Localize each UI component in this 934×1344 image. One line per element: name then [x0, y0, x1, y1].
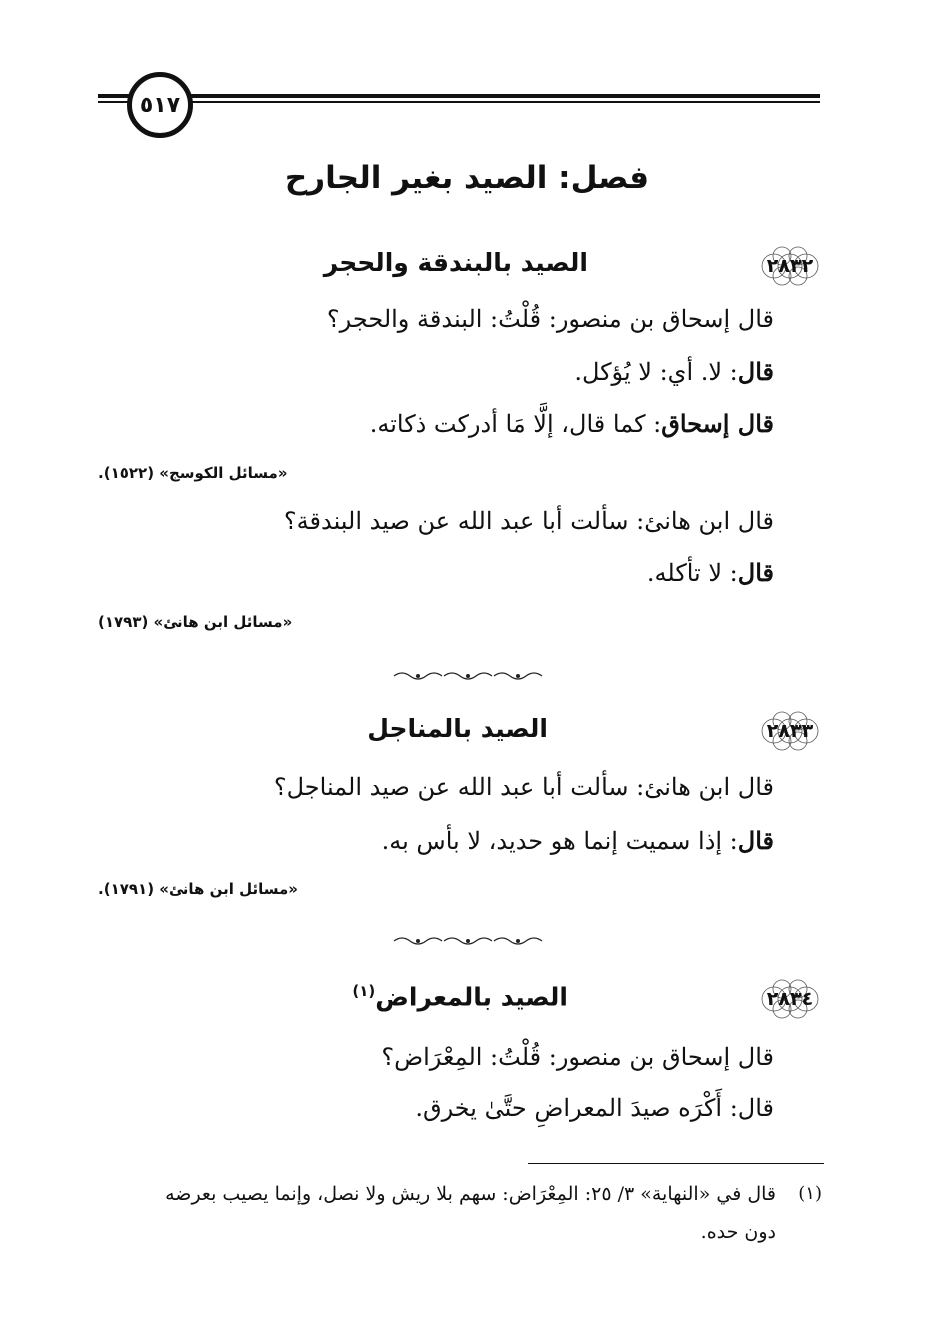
section-divider-ornament [392, 934, 544, 948]
speech: : إذا سميت إنما هو حديد، لا بأس به. [381, 827, 738, 855]
speech: : لا تأكله. [646, 559, 738, 587]
speaker: قال إسحاق [661, 409, 774, 438]
text-line: قال: أَكْرَه صيدَ المعراضِ حتَّىٰ يخرق. [415, 1094, 774, 1122]
speaker: قال [737, 826, 774, 855]
footnote-marker: (١) [352, 982, 376, 1000]
section-number-badge [754, 977, 826, 1021]
footnote-marker: (١) [798, 1183, 822, 1204]
text-line [382, 826, 774, 855]
section-heading: الصيد بالبندقة والحجر [323, 248, 588, 277]
text-line: قال ابن هانئ: سألت أبا عبد الله عن صيد البندقة؟ [283, 507, 774, 535]
text-line [647, 558, 774, 587]
text-line: قال إسحاق بن منصور: قُلْتُ: المِعْرَاض؟ [381, 1043, 774, 1071]
chapter-title: فصل: الصيد بغير الجارح [284, 160, 650, 196]
section-number-badge [754, 709, 826, 753]
footnote-text: دون حده. [700, 1221, 776, 1243]
speech: : كما قال، إلَّا مَا أدركت ذكاته. [369, 410, 662, 438]
section-number-badge [754, 244, 826, 288]
speech: : لا. أي: لا يُؤكل. [574, 358, 738, 386]
speaker: قال [737, 558, 774, 587]
header-rule-bottom [98, 101, 820, 103]
text-line: قال إسحاق بن منصور: قُلْتُ: البندقة والحجر؟ [326, 305, 774, 333]
section-number: ٢٨٣٤ [766, 988, 814, 1010]
footnote-text: قال في «النهاية» ٣/ ٢٥: المِعْرَاض: سهم بلا ريش ولا نصل، وإنما يصيب بعرضه [165, 1183, 776, 1205]
text-line [370, 409, 774, 438]
source-reference: «مسائل الكوسج» (١٥٢٢). [98, 464, 288, 482]
page-number: ٥١٧ [139, 92, 181, 118]
text-line: قال ابن هانئ: سألت أبا عبد الله عن صيد المناجل؟ [273, 773, 774, 801]
source-reference: «مسائل ابن هانئ» (١٧٩٣) [98, 613, 293, 631]
source-reference: «مسائل ابن هانئ» (١٧٩١). [98, 880, 298, 898]
section-heading: الصيد بالمناجل [367, 714, 548, 743]
section-heading [352, 982, 568, 1011]
section-number: ٢٨٣٢ [766, 255, 814, 277]
section-number: ٢٨٣٣ [766, 720, 814, 742]
footnote-separator [528, 1163, 824, 1164]
page-number-badge [127, 72, 193, 138]
section-divider-ornament [392, 669, 544, 683]
text-line [574, 357, 774, 386]
header-rule-top [98, 94, 820, 98]
speaker: قال [737, 357, 774, 386]
section-heading-text: الصيد بالمعراض [375, 982, 568, 1012]
